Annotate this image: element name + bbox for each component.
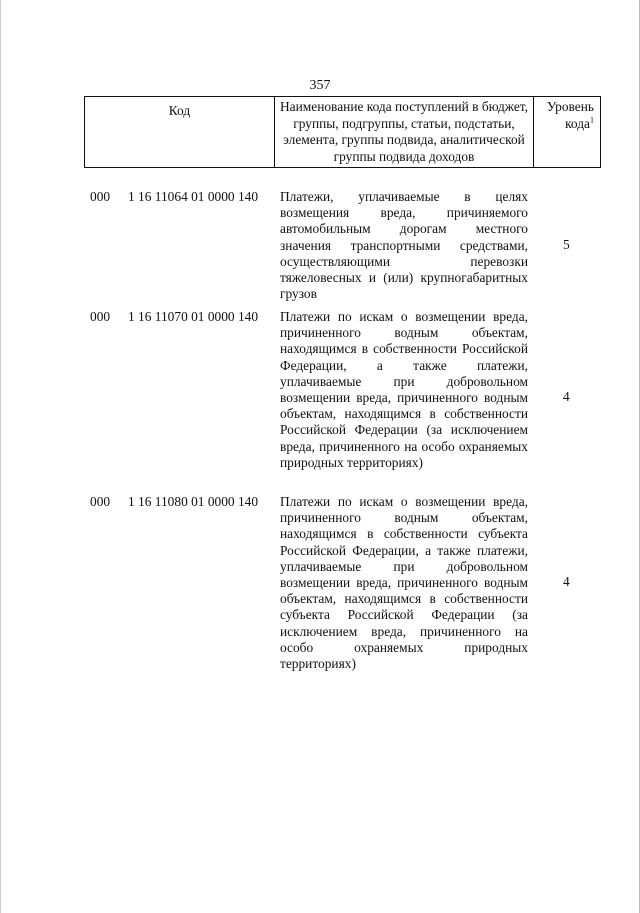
header-name-label: Наименование кода поступлений в бюджет, группы, подгруппы, статьи, подстатьи, элемента, группы подвида, аналитической группы подвида доходов	[275, 97, 534, 168]
header-level-footnote: 1	[590, 115, 594, 125]
row-code: 1 16 11080 01 0000 140	[128, 494, 259, 509]
row-admin-code: 000	[90, 309, 111, 324]
row-admin-code: 000	[90, 189, 111, 204]
row-admin-code: 000	[90, 494, 111, 509]
header-code-label: Код	[85, 97, 275, 168]
row-name: Платежи по искам о возмещении вреда, причиненного водным объектам, находящимся в собственности субъекта Российской Федерации, а также платежи, уплачиваемые при добровольном возмещении вреда, причиненного водным объектам, находящимся в собственности субъекта Российской Федерации (за исключением вреда, причиненного на особо охраняемых природных территориях)	[280, 494, 528, 672]
row-level: 4	[563, 389, 570, 404]
row-name: Платежи по искам о возмещении вреда, причиненного водным объектам, находящимся в собственности Российской Федерации, а также платежи, уплачиваемые при добровольном возмещении вреда, причиненного водным объектам, находящимся в собственности Российской Федерации (за исключением вреда, причиненного на особо охраняемых природных территориях)	[280, 309, 528, 470]
row-code: 1 16 11064 01 0000 140	[128, 189, 259, 204]
row-level: 4	[563, 574, 570, 589]
row-name: Платежи, уплачиваемые в целях возмещения вреда, причиняемого автомобильным дорогам местного значения транспортными средствами, осуществляющими перевозки тяжеловесных и (или) крупногабаритных грузов	[280, 189, 528, 302]
page-number: 357	[309, 78, 331, 93]
header-table	[84, 96, 601, 168]
row-level: 5	[563, 237, 570, 252]
row-code: 1 16 11070 01 0000 140	[128, 309, 259, 324]
header-level-cell	[534, 97, 601, 168]
header-level-label: Уровень кода	[546, 99, 594, 131]
